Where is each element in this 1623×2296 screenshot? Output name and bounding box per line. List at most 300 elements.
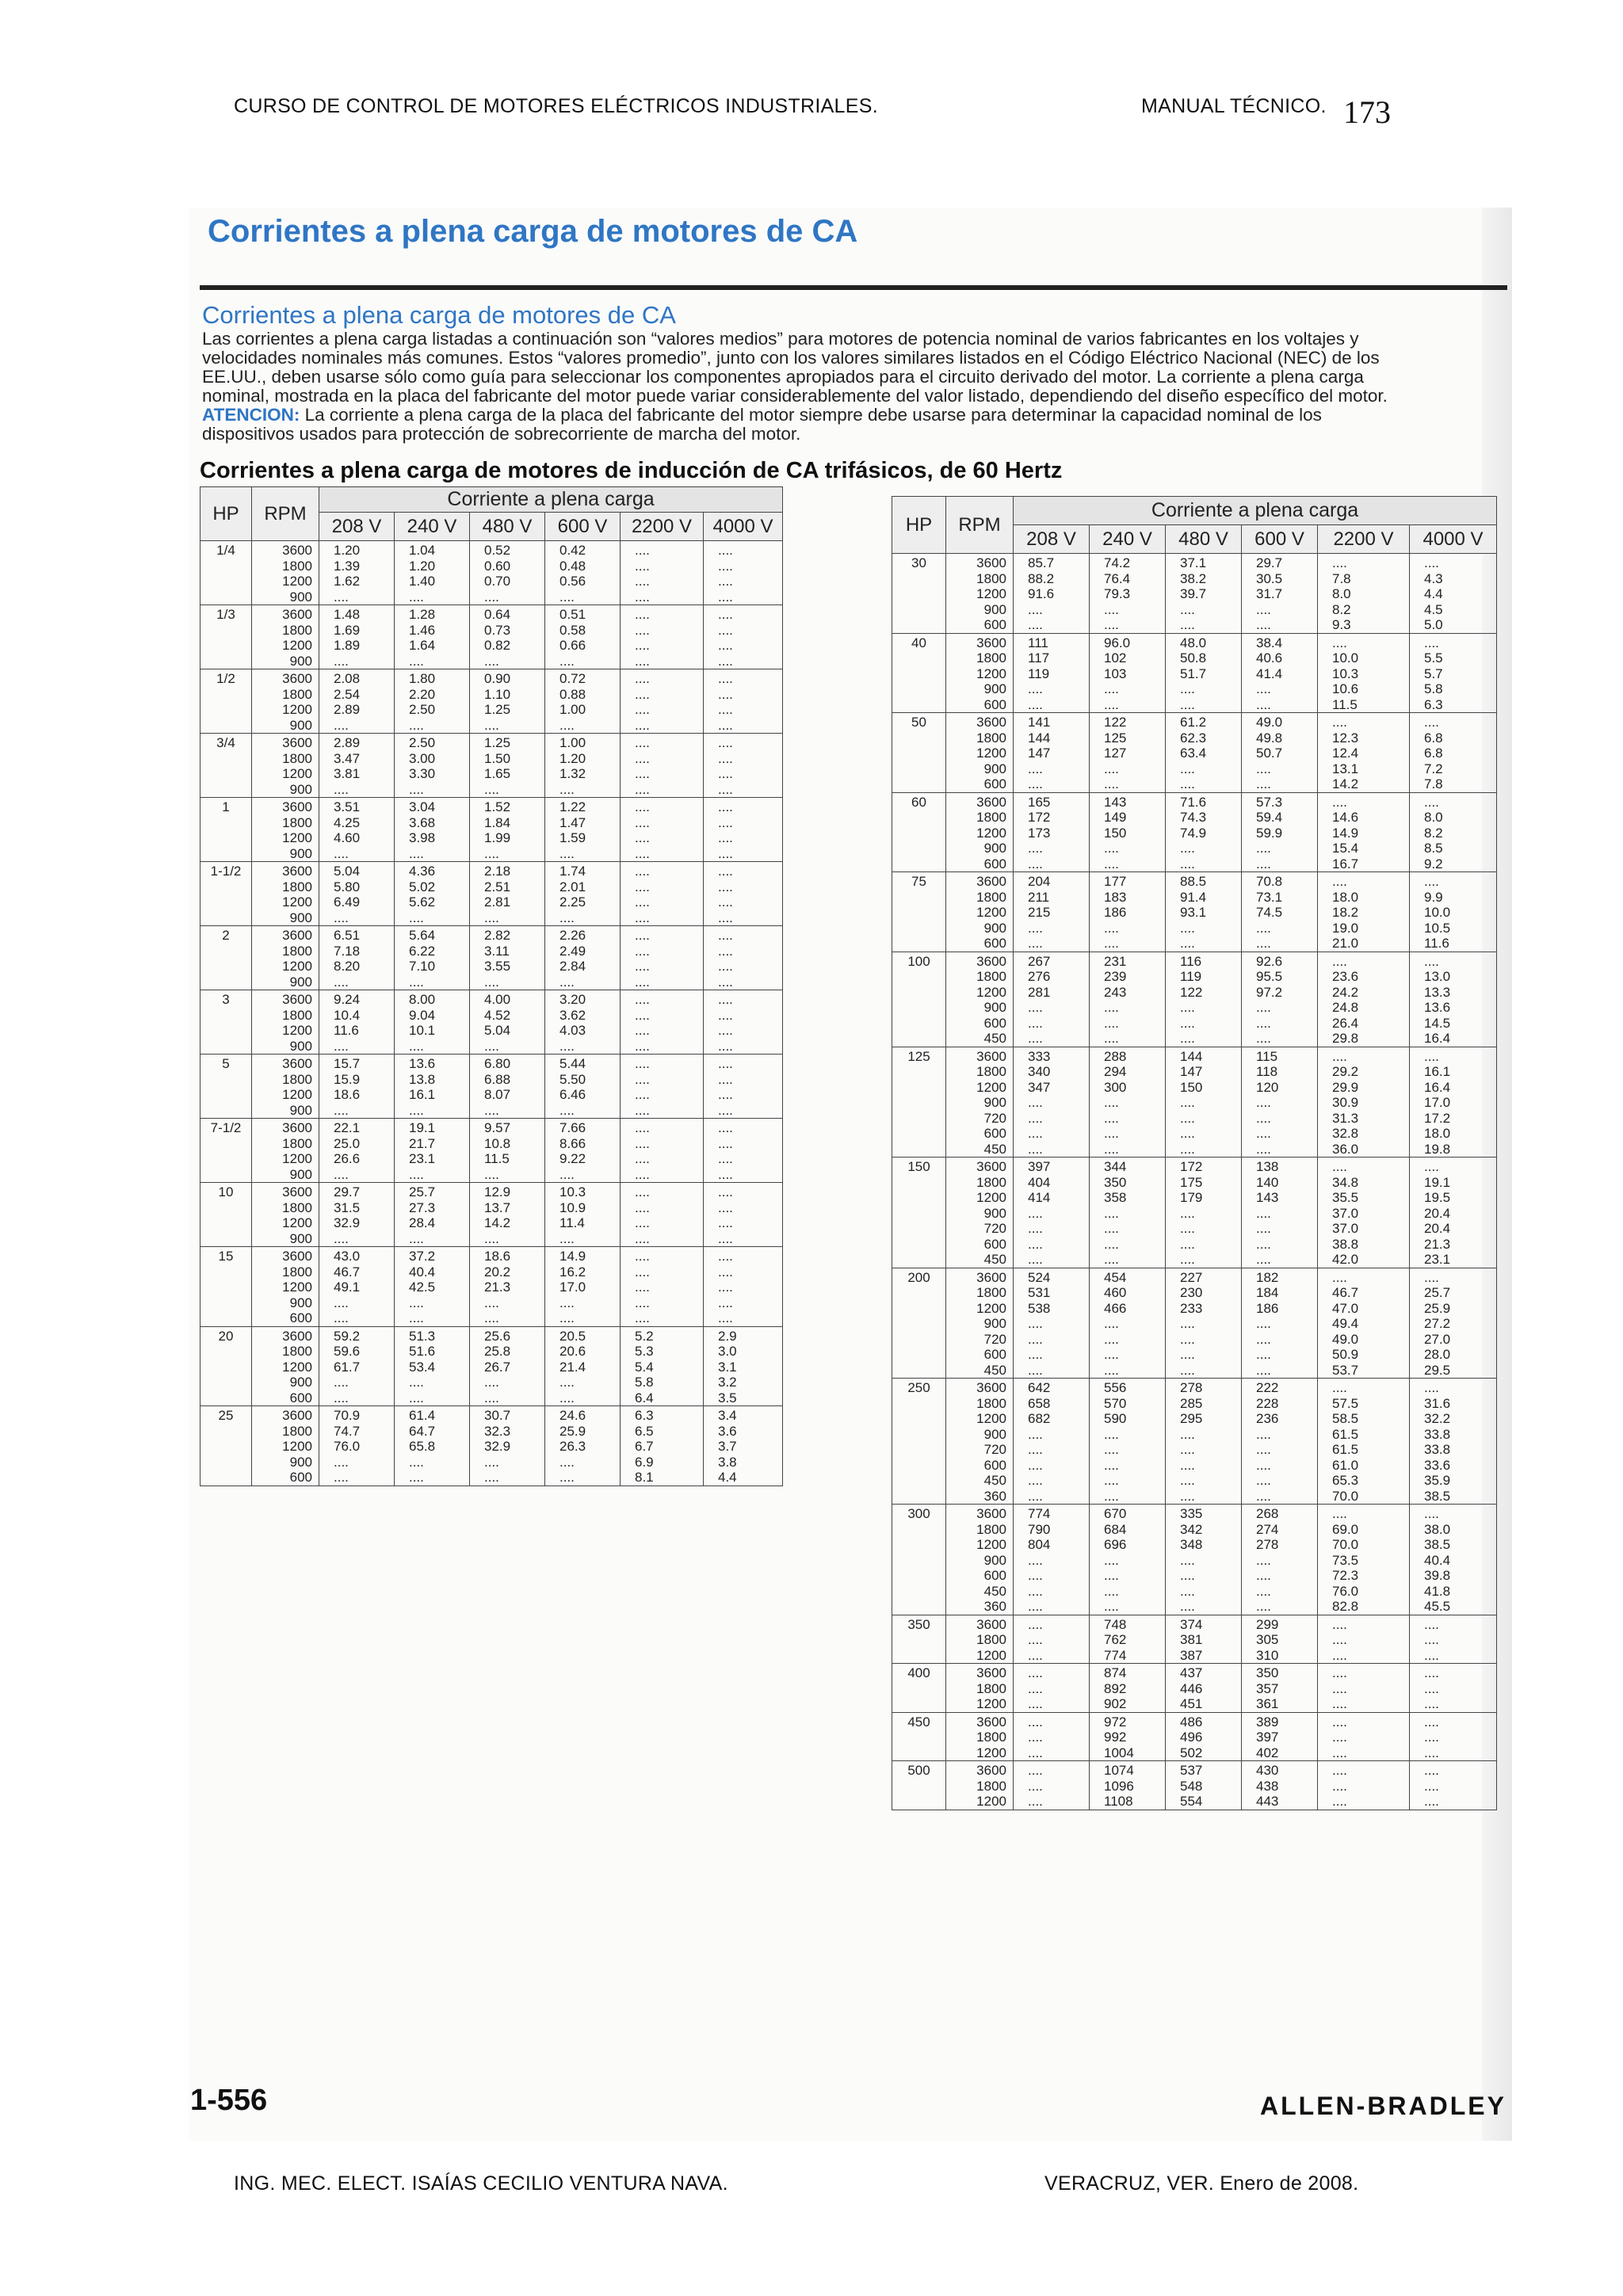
current-cell-480v: [470, 734, 545, 798]
current-value: ....: [1256, 920, 1271, 936]
current-cell-600v: [545, 1183, 621, 1247]
current-value: ....: [334, 845, 349, 861]
current-value: 14.9: [1332, 825, 1359, 841]
current-value: 658: [1028, 1395, 1051, 1411]
current-value: ....: [559, 845, 575, 861]
current-value: 27.3: [409, 1199, 436, 1215]
current-cell-2200v: [621, 1119, 704, 1183]
hp-cell: 2: [200, 926, 252, 990]
current-value: ....: [334, 1375, 349, 1390]
current-value: ....: [635, 671, 650, 686]
intro-line: nominal, mostrada en la placa del fabricante del motor puede variar considerablemente del valor listado, dependiendo del diseño específico del motor.: [202, 386, 1388, 406]
current-value: 1.00: [559, 735, 586, 750]
rpm-value: 720: [983, 1110, 1006, 1126]
current-cell-480v: [470, 541, 545, 605]
current-value: 31.6: [1424, 1395, 1451, 1411]
current-value: 538: [1028, 1300, 1051, 1316]
current-value: 3.1: [718, 1359, 737, 1375]
current-value: 5.0: [1424, 617, 1443, 632]
current-value: ....: [1256, 1110, 1271, 1126]
current-value: 46.7: [1332, 1285, 1359, 1300]
current-value: ....: [409, 1470, 424, 1485]
current-cell-208v: [1014, 1158, 1090, 1268]
current-value: ....: [1028, 1236, 1043, 1252]
current-value: ....: [1424, 1696, 1439, 1711]
current-value: 3.68: [409, 814, 436, 830]
current-cell-600v: [1242, 1505, 1318, 1615]
current-value: 5.4: [635, 1359, 654, 1375]
hp-cell: 20: [200, 1326, 252, 1406]
current-cell-240v: [1090, 1268, 1166, 1379]
current-value: 9.3: [1332, 617, 1351, 632]
current-value: 11.4: [559, 1215, 585, 1230]
current-value: ....: [635, 653, 650, 669]
current-value: 6.88: [484, 1071, 511, 1087]
current-value: 4.25: [334, 814, 361, 830]
current-value: ....: [1028, 841, 1043, 856]
current-value: 65.3: [1332, 1473, 1359, 1488]
current-value: ....: [718, 735, 733, 750]
current-cell-240v: [395, 734, 470, 798]
current-value: 32.9: [484, 1439, 511, 1454]
current-cell-208v: [1014, 792, 1090, 872]
header-course-title: CURSO DE CONTROL DE MOTORES ELÉCTRICOS INDUSTRIALES.: [234, 95, 878, 117]
rpm-cell: [946, 1268, 1014, 1379]
current-value: 8.00: [409, 992, 436, 1007]
current-value: 17.0: [559, 1280, 586, 1295]
current-value: 13.1: [1332, 761, 1359, 776]
current-value: 20.5: [559, 1328, 586, 1344]
current-value: ....: [1256, 841, 1271, 856]
rpm-value: 1200: [282, 1280, 312, 1295]
current-value: ....: [1180, 1141, 1195, 1157]
current-value: ....: [1424, 1665, 1439, 1680]
current-cell-480v: [1166, 1615, 1242, 1664]
current-cell-2200v: [1318, 872, 1410, 952]
current-value: 13.3: [1424, 984, 1451, 1000]
current-value: ....: [334, 1038, 349, 1054]
current-value: ....: [635, 974, 650, 990]
table-row: [200, 1183, 783, 1247]
current-value: 0.90: [484, 671, 511, 686]
current-value: 186: [1104, 905, 1127, 920]
current-value: 91.6: [1028, 586, 1055, 601]
current-value: ....: [635, 574, 650, 589]
current-cell-4000v: [704, 669, 783, 734]
current-value: 24.2: [1332, 984, 1359, 1000]
current-value: ....: [1180, 1015, 1195, 1031]
current-value: ....: [1104, 1000, 1119, 1015]
current-value: ....: [1028, 1568, 1043, 1583]
current-value: ....: [1180, 601, 1195, 617]
current-value: 2.50: [409, 735, 436, 750]
current-value: 15.9: [334, 1071, 361, 1087]
current-value: 5.64: [409, 928, 436, 943]
rpm-value: 1200: [282, 1439, 312, 1454]
current-cell-2200v: [1318, 1664, 1410, 1713]
current-value: ....: [559, 589, 575, 605]
current-value: ....: [484, 1102, 499, 1118]
current-value: ....: [1028, 1095, 1043, 1110]
current-value: ....: [718, 781, 733, 797]
current-value: ....: [1028, 1680, 1043, 1696]
rpm-value: 900: [289, 1375, 312, 1390]
column-header-480v: 480 V: [1166, 525, 1242, 554]
current-value: 25.8: [484, 1344, 511, 1359]
current-cell-4000v: [1410, 1615, 1497, 1664]
current-value: ....: [1256, 1236, 1271, 1252]
rpm-value: 1800: [282, 943, 312, 959]
current-value: 40.4: [409, 1264, 436, 1280]
current-value: 1.52: [484, 799, 511, 814]
rpm-value: 600: [289, 1470, 312, 1485]
rpm-value: 3600: [976, 635, 1006, 650]
current-value: 10.0: [1424, 905, 1451, 920]
current-value: 204: [1028, 874, 1051, 889]
current-value: 233: [1180, 1300, 1203, 1316]
current-cell-208v: [319, 1406, 395, 1486]
current-value: 8.0: [1424, 810, 1443, 825]
current-value: ....: [718, 910, 733, 925]
current-value: 748: [1104, 1616, 1127, 1632]
current-value: 10.4: [334, 1007, 361, 1023]
current-value: 387: [1180, 1647, 1203, 1663]
current-cell-4000v: [704, 862, 783, 926]
rpm-cell: [252, 862, 319, 926]
current-value: ....: [1104, 776, 1119, 791]
current-value: ....: [718, 686, 733, 702]
current-cell-480v: [470, 798, 545, 862]
current-value: ....: [484, 1375, 499, 1390]
current-cell-600v: [545, 1247, 621, 1327]
current-value: ....: [1104, 1599, 1119, 1614]
current-value: 14.5: [1424, 1015, 1451, 1031]
current-value: 38.4: [1256, 635, 1283, 650]
current-cell-4000v: [704, 734, 783, 798]
current-value: 19.1: [409, 1120, 436, 1135]
current-value: 502: [1180, 1745, 1203, 1760]
current-value: ....: [1256, 1141, 1271, 1157]
current-cell-240v: [395, 798, 470, 862]
current-value: 0.52: [484, 543, 511, 558]
current-value: 40.4: [1424, 1552, 1451, 1568]
current-value: ....: [409, 1038, 424, 1054]
current-value: 4.4: [1424, 586, 1443, 601]
current-value: 1.00: [559, 702, 586, 717]
current-value: 165: [1028, 794, 1051, 810]
current-cell-208v: [1014, 1664, 1090, 1713]
current-value: 7.10: [409, 959, 436, 974]
current-value: ....: [718, 702, 733, 717]
current-value: 16.1: [1424, 1064, 1451, 1079]
current-value: ....: [635, 735, 650, 750]
current-value: ....: [1180, 1000, 1195, 1015]
current-cell-208v: [319, 734, 395, 798]
current-value: 57.3: [1256, 794, 1283, 810]
hp-cell: 1/4: [200, 541, 252, 605]
current-cell-240v: [395, 1406, 470, 1486]
rpm-value: 1200: [282, 766, 312, 781]
current-cell-240v: [1090, 952, 1166, 1047]
current-value: 125: [1104, 730, 1127, 746]
rpm-value: 1200: [282, 574, 312, 589]
current-value: 70.8: [1256, 874, 1283, 889]
current-value: 1.25: [484, 735, 511, 750]
current-value: ....: [635, 686, 650, 702]
current-value: 6.8: [1424, 746, 1443, 761]
current-value: 144: [1180, 1048, 1203, 1064]
table-row: [200, 541, 783, 605]
rpm-cell: [252, 1326, 319, 1406]
motor-current-table-left: [200, 486, 783, 1486]
current-value: 892: [1104, 1680, 1127, 1696]
current-value: 6.22: [409, 943, 436, 959]
rpm-value: 1200: [976, 586, 1006, 601]
current-cell-4000v: [1410, 872, 1497, 952]
current-value: ....: [635, 558, 650, 574]
current-value: ....: [1332, 1745, 1347, 1760]
current-value: ....: [718, 974, 733, 990]
current-value: 402: [1256, 1745, 1279, 1760]
current-value: 2.20: [409, 686, 436, 702]
current-cell-480v: [470, 1247, 545, 1327]
rpm-value: 3600: [976, 874, 1006, 889]
current-value: 42.0: [1332, 1252, 1359, 1267]
current-cell-2200v: [621, 669, 704, 734]
current-value: 150: [1180, 1079, 1203, 1095]
current-value: ....: [1028, 1347, 1043, 1362]
current-value: 11.5: [484, 1151, 510, 1166]
current-cell-4000v: [1410, 1761, 1497, 1810]
rpm-value: 720: [983, 1331, 1006, 1347]
current-cell-480v: [1166, 1664, 1242, 1713]
current-value: 2.50: [409, 702, 436, 717]
current-cell-600v: [1242, 952, 1318, 1047]
rpm-value: 1200: [976, 666, 1006, 681]
current-value: ....: [484, 845, 499, 861]
current-value: 804: [1028, 1537, 1051, 1552]
rpm-value: 600: [983, 776, 1006, 791]
column-header-208v: 208 V: [319, 513, 395, 541]
current-value: ....: [1424, 794, 1439, 810]
rpm-value: 1800: [282, 814, 312, 830]
current-value: ....: [1104, 856, 1119, 871]
current-cell-4000v: [1410, 1712, 1497, 1761]
rpm-value: 1200: [282, 1215, 312, 1230]
column-header-2200v: 2200 V: [1318, 525, 1410, 554]
current-cell-208v: [319, 1119, 395, 1183]
current-cell-240v: [395, 1119, 470, 1183]
current-value: 26.6: [334, 1151, 361, 1166]
current-value: ....: [1104, 1015, 1119, 1031]
current-value: 76.4: [1104, 570, 1131, 586]
current-value: 32.3: [484, 1423, 511, 1439]
current-value: ....: [1028, 1141, 1043, 1157]
current-value: 554: [1180, 1794, 1203, 1809]
hp-cell: 3: [200, 990, 252, 1055]
current-value: 49.0: [1332, 1331, 1359, 1347]
table-row: [200, 798, 783, 862]
current-value: ....: [1256, 1316, 1271, 1331]
column-group-header: Corriente a plena carga: [319, 487, 783, 513]
current-value: 31.5: [334, 1199, 361, 1215]
current-value: 3.62: [559, 1007, 586, 1023]
current-value: ....: [1180, 1473, 1195, 1488]
current-value: 790: [1028, 1521, 1051, 1537]
current-value: 5.04: [334, 864, 361, 879]
current-value: ....: [1180, 1568, 1195, 1583]
current-value: ....: [1332, 1647, 1347, 1663]
current-value: 49.8: [1256, 730, 1283, 746]
rpm-value: 1200: [282, 894, 312, 910]
current-value: ....: [1104, 761, 1119, 776]
current-value: ....: [635, 1038, 650, 1054]
current-cell-480v: [470, 1055, 545, 1119]
current-value: 5.44: [559, 1056, 586, 1071]
rpm-value: 1200: [976, 1079, 1006, 1095]
rpm-value: 1200: [976, 825, 1006, 841]
column-group-header: Corriente a plena carga: [1014, 497, 1497, 525]
current-value: 28.0: [1424, 1347, 1451, 1362]
current-value: 274: [1256, 1521, 1279, 1537]
rpm-value: 450: [983, 1252, 1006, 1267]
current-value: 40.6: [1256, 650, 1283, 666]
current-value: ....: [1424, 1159, 1439, 1174]
current-value: ....: [334, 1295, 349, 1310]
current-value: ....: [1424, 1778, 1439, 1794]
current-value: ....: [484, 589, 499, 605]
current-value: 1.20: [559, 750, 586, 766]
current-value: 21.3: [484, 1280, 511, 1295]
current-value: ....: [1104, 1126, 1119, 1141]
current-value: 8.07: [484, 1087, 511, 1102]
rpm-value: 900: [289, 589, 312, 605]
rpm-value: 900: [289, 717, 312, 733]
current-value: 20.4: [1424, 1205, 1451, 1221]
table-body-left: [200, 541, 783, 1486]
current-value: 397: [1028, 1159, 1051, 1174]
current-value: ....: [1104, 920, 1119, 936]
rpm-value: 360: [983, 1599, 1006, 1614]
current-value: 103: [1104, 666, 1127, 681]
current-value: ....: [1028, 1000, 1043, 1015]
current-value: ....: [1104, 1095, 1119, 1110]
current-cell-2200v: [1318, 1047, 1410, 1158]
current-value: ....: [635, 607, 650, 622]
current-value: ....: [334, 974, 349, 990]
current-cell-2200v: [621, 1326, 704, 1406]
current-value: 33.6: [1424, 1457, 1451, 1473]
current-value: ....: [334, 1102, 349, 1118]
current-value: ....: [559, 1230, 575, 1246]
current-value: 61.0: [1332, 1457, 1359, 1473]
current-value: 74.7: [334, 1423, 361, 1439]
hp-cell: 5: [200, 1055, 252, 1119]
current-value: 72.3: [1332, 1568, 1359, 1583]
current-value: ....: [559, 1166, 575, 1182]
current-value: ....: [484, 1230, 499, 1246]
current-value: 278: [1180, 1380, 1203, 1395]
current-value: ....: [1424, 1632, 1439, 1647]
current-cell-2200v: [621, 1055, 704, 1119]
current-value: ....: [1104, 1221, 1119, 1236]
current-cell-4000v: [704, 1406, 783, 1486]
current-value: ....: [334, 781, 349, 797]
current-value: 288: [1104, 1048, 1127, 1064]
current-cell-2200v: [621, 1247, 704, 1327]
current-value: 437: [1180, 1665, 1203, 1680]
rpm-value: 1800: [976, 1174, 1006, 1190]
hp-cell: 50: [892, 713, 946, 793]
current-cell-4000v: [1410, 792, 1497, 872]
current-value: 0.56: [559, 574, 586, 589]
current-value: ....: [635, 1264, 650, 1280]
current-value: 14.2: [484, 1215, 511, 1230]
current-value: 10.8: [484, 1135, 511, 1151]
current-value: ....: [1028, 1552, 1043, 1568]
current-value: ....: [718, 750, 733, 766]
current-cell-240v: [1090, 792, 1166, 872]
column-header-rpm: RPM: [252, 487, 319, 541]
current-value: ....: [635, 1184, 650, 1199]
current-value: ....: [1424, 953, 1439, 969]
rpm-value: 1800: [282, 1344, 312, 1359]
current-value: ....: [1180, 1126, 1195, 1141]
current-value: 443: [1256, 1794, 1279, 1809]
current-cell-600v: [545, 1406, 621, 1486]
rpm-cell: [946, 1615, 1014, 1664]
current-value: 397: [1256, 1730, 1279, 1745]
current-value: ....: [1256, 761, 1271, 776]
column-header-4000v: 4000 V: [1410, 525, 1497, 554]
current-value: ....: [718, 928, 733, 943]
current-value: 460: [1104, 1285, 1127, 1300]
table-row: [892, 1047, 1497, 1158]
current-value: 18.0: [1424, 1126, 1451, 1141]
current-value: 6.3: [635, 1408, 654, 1423]
rpm-value: 3600: [976, 1714, 1006, 1730]
current-value: ....: [718, 1264, 733, 1280]
current-value: 389: [1256, 1714, 1279, 1730]
current-value: 3.6: [718, 1423, 737, 1439]
current-value: 4.5: [1424, 601, 1443, 617]
rpm-value: 1200: [976, 746, 1006, 761]
rpm-value: 1800: [282, 1007, 312, 1023]
current-value: ....: [1180, 696, 1195, 712]
current-value: 1.62: [334, 574, 361, 589]
current-value: 28.4: [409, 1215, 436, 1230]
current-value: 342: [1180, 1521, 1203, 1537]
current-value: ....: [559, 1470, 575, 1485]
rpm-value: 1800: [282, 1423, 312, 1439]
current-cell-2200v: [621, 1406, 704, 1486]
rpm-value: 1800: [976, 810, 1006, 825]
current-cell-240v: [1090, 1379, 1166, 1505]
current-value: ....: [409, 1454, 424, 1470]
current-value: 37.2: [409, 1249, 436, 1264]
current-value: 2.54: [334, 686, 361, 702]
current-value: 17.0: [1424, 1095, 1451, 1110]
current-value: ....: [1256, 1221, 1271, 1236]
current-value: 33.8: [1424, 1442, 1451, 1457]
current-value: ....: [1424, 1506, 1439, 1521]
current-value: 8.66: [559, 1135, 586, 1151]
current-value: ....: [1332, 1714, 1347, 1730]
current-value: 6.49: [334, 894, 361, 910]
current-value: ....: [1028, 1730, 1043, 1745]
table-row: [892, 1664, 1497, 1713]
current-value: 30.7: [484, 1408, 511, 1423]
